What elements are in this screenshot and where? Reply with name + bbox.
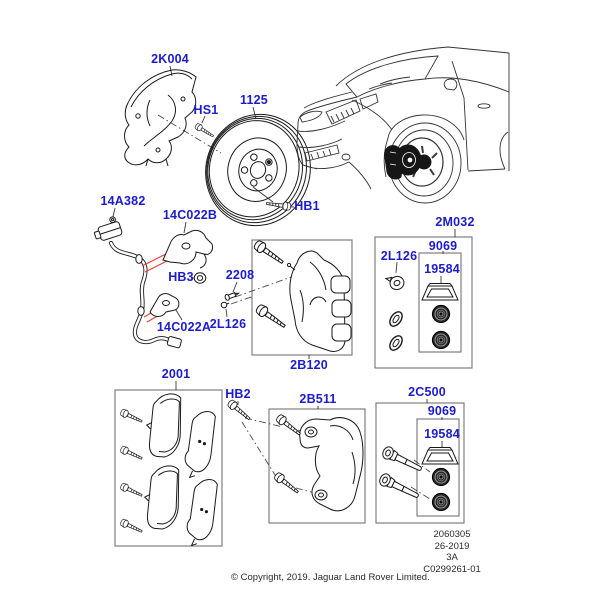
part-label-14a382[interactable]: 14A382 bbox=[100, 194, 146, 208]
plate-code: 2060305 bbox=[433, 529, 471, 540]
cap-small-drawing bbox=[220, 300, 230, 308]
part-label-2k004[interactable]: 2K004 bbox=[151, 52, 189, 66]
part-label-2b511[interactable]: 2B511 bbox=[299, 392, 337, 406]
part-label-2m032[interactable]: 2M032 bbox=[435, 215, 475, 229]
hb3-nut-drawing bbox=[194, 273, 206, 283]
bracket-14C022A-drawing bbox=[150, 294, 179, 317]
bracket-14C022B-drawing bbox=[163, 230, 213, 268]
part-label-9069-bottom[interactable]: 9069 bbox=[427, 404, 457, 418]
part-label-19584-top[interactable]: 19584 bbox=[424, 262, 460, 276]
hb1-bolt-drawing bbox=[266, 199, 291, 210]
part-label-2l126-left[interactable]: 2L126 bbox=[209, 317, 247, 331]
plate-info bbox=[404, 529, 500, 575]
part-label-hb2[interactable]: HB2 bbox=[225, 387, 251, 401]
part-label-2001[interactable]: 2001 bbox=[161, 367, 191, 381]
copyright-notice: © Copyright, 2019. Jaguar Land Rover Limited. bbox=[231, 572, 430, 583]
part-label-14c022b[interactable]: 14C022B bbox=[162, 208, 218, 222]
part-label-hs1[interactable]: HS1 bbox=[193, 103, 219, 117]
plate-issue: 26-2019 bbox=[434, 540, 470, 552]
part-label-2c500[interactable]: 2C500 bbox=[408, 385, 446, 399]
seal-kit-drawing bbox=[386, 273, 458, 352]
part-label-19584-bottom[interactable]: 19584 bbox=[424, 427, 460, 441]
part-label-hb1[interactable]: HB1 bbox=[294, 199, 320, 213]
splash-shield-drawing bbox=[125, 70, 197, 166]
caliper-drawing bbox=[253, 239, 351, 351]
anchor-bracket-drawing bbox=[273, 413, 363, 510]
part-label-9069-top[interactable]: 9069 bbox=[428, 239, 458, 253]
guide-pin-kit-drawing bbox=[378, 445, 458, 510]
part-label-14c022a[interactable]: 14C022A bbox=[156, 320, 212, 334]
part-label-1125[interactable]: 1125 bbox=[240, 93, 268, 107]
hb2-bolt-drawing bbox=[227, 399, 253, 422]
plate-drawing-ref: C0299261-01 bbox=[423, 563, 481, 575]
part-label-hb3[interactable]: HB3 bbox=[168, 270, 194, 284]
plate-sheet: 3A bbox=[446, 552, 458, 563]
brake-pads-drawing bbox=[120, 392, 219, 548]
part-label-2b120[interactable]: 2B120 bbox=[290, 358, 328, 372]
part-label-2208[interactable]: 2208 bbox=[225, 268, 255, 282]
hs1-bolt-drawing bbox=[194, 123, 215, 139]
vehicle-illustration bbox=[297, 47, 509, 203]
bleed-screw-drawing bbox=[224, 290, 239, 300]
part-label-2l126-kit[interactable]: 2L126 bbox=[380, 249, 418, 263]
